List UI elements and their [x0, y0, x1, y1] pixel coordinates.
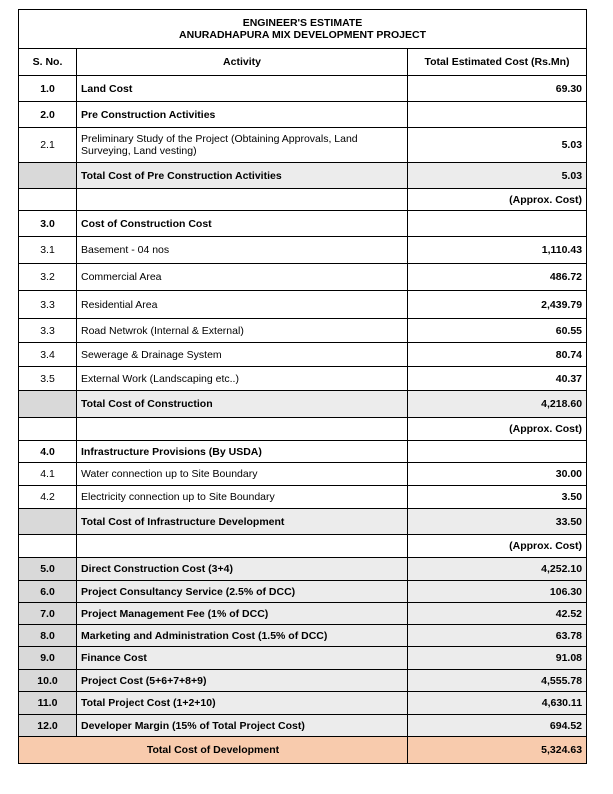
header-sno: S. No.: [19, 49, 77, 76]
row-sno: 3.0: [19, 211, 77, 237]
row-cost: 694.52: [408, 715, 587, 737]
table-row: [19, 264, 587, 291]
header-activity: Activity: [77, 49, 408, 76]
table-row: [19, 625, 587, 647]
table-row: [19, 509, 587, 535]
table-title: [19, 10, 587, 49]
row-cost: 91.08: [408, 647, 587, 670]
row-cost: 30.00: [408, 463, 587, 486]
table-row: [19, 603, 587, 625]
row-sno: [19, 163, 77, 189]
table-row: [19, 715, 587, 737]
row-sno: 2.1: [19, 128, 77, 163]
row-sno: 10.0: [19, 670, 77, 692]
row-activity: Cost of Construction Cost: [77, 211, 408, 237]
row-cost: [408, 102, 587, 128]
row-cost: (Approx. Cost): [408, 535, 587, 558]
row-activity: Land Cost: [77, 76, 408, 102]
row-sno: [19, 535, 77, 558]
row-activity: Finance Cost: [77, 647, 408, 670]
row-cost: 4,218.60: [408, 391, 587, 418]
row-cost: 69.30: [408, 76, 587, 102]
row-cost: (Approx. Cost): [408, 418, 587, 441]
table-row: [19, 237, 587, 264]
row-activity: Road Netwrok (Internal & External): [77, 319, 408, 343]
total-development-label: Total Cost of Development: [19, 737, 408, 764]
row-sno: 6.0: [19, 581, 77, 603]
header-row: [19, 49, 587, 76]
row-activity: Total Cost of Pre Construction Activities: [77, 163, 408, 189]
row-activity: [77, 189, 408, 211]
row-cost: 4,252.10: [408, 558, 587, 581]
row-sno: 12.0: [19, 715, 77, 737]
table-row: [19, 319, 587, 343]
row-activity: Residential Area: [77, 291, 408, 319]
row-activity: Basement - 04 nos: [77, 237, 408, 264]
row-activity: Commercial Area: [77, 264, 408, 291]
table-row: [19, 441, 587, 463]
row-activity: Water connection up to Site Boundary: [77, 463, 408, 486]
table-row: [19, 581, 587, 603]
table-row: [19, 463, 587, 486]
row-sno: [19, 391, 77, 418]
table-row: [19, 486, 587, 509]
row-cost: 3.50: [408, 486, 587, 509]
row-activity: Project Cost (5+6+7+8+9): [77, 670, 408, 692]
row-activity: Developer Margin (15% of Total Project Cost): [77, 715, 408, 737]
table-row: [19, 102, 587, 128]
row-activity: Total Project Cost (1+2+10): [77, 692, 408, 715]
total-development-value: 5,324.63: [408, 737, 587, 764]
row-sno: [19, 418, 77, 441]
table-row: [19, 647, 587, 670]
row-cost: (Approx. Cost): [408, 189, 587, 211]
table-row: [19, 418, 587, 441]
row-activity: External Work (Landscaping etc..): [77, 367, 408, 391]
row-activity: [77, 418, 408, 441]
header-cost: Total Estimated Cost (Rs.Mn): [408, 49, 587, 76]
row-cost: 33.50: [408, 509, 587, 535]
row-cost: 2,439.79: [408, 291, 587, 319]
row-activity: Marketing and Administration Cost (1.5% of DCC): [77, 625, 408, 647]
table-row: [19, 343, 587, 367]
row-sno: 3.2: [19, 264, 77, 291]
row-activity: Infrastructure Provisions (By USDA): [77, 441, 408, 463]
row-sno: 9.0: [19, 647, 77, 670]
row-cost: [408, 441, 587, 463]
row-sno: [19, 509, 77, 535]
row-sno: 1.0: [19, 76, 77, 102]
row-activity: Project Management Fee (1% of DCC): [77, 603, 408, 625]
table-row: [19, 128, 587, 163]
table-row: [19, 291, 587, 319]
row-sno: 3.4: [19, 343, 77, 367]
row-activity: Sewerage & Drainage System: [77, 343, 408, 367]
title-line-1: ENGINEER'S ESTIMATE: [242, 17, 363, 29]
title-row: [19, 10, 587, 49]
row-activity: Project Consultancy Service (2.5% of DCC): [77, 581, 408, 603]
row-activity: Total Cost of Infrastructure Development: [77, 509, 408, 535]
row-cost: 60.55: [408, 319, 587, 343]
row-activity: Direct Construction Cost (3+4): [77, 558, 408, 581]
row-cost: 4,555.78: [408, 670, 587, 692]
row-cost: 106.30: [408, 581, 587, 603]
row-cost: 40.37: [408, 367, 587, 391]
total-development-row: [19, 737, 587, 764]
row-sno: 3.1: [19, 237, 77, 264]
row-sno: 3.3: [19, 319, 77, 343]
row-activity: Pre Construction Activities: [77, 102, 408, 128]
estimate-table: [18, 9, 587, 764]
row-cost: 5.03: [408, 163, 587, 189]
table-row: [19, 367, 587, 391]
row-sno: 2.0: [19, 102, 77, 128]
row-cost: 63.78: [408, 625, 587, 647]
table-row: [19, 76, 587, 102]
row-activity: [77, 535, 408, 558]
table-row: [19, 189, 587, 211]
table-row: [19, 558, 587, 581]
row-sno: 4.2: [19, 486, 77, 509]
row-cost: [408, 211, 587, 237]
title-line-2: ANURADHAPURA MIX DEVELOPMENT PROJECT: [179, 29, 426, 41]
table-row: [19, 211, 587, 237]
row-sno: 7.0: [19, 603, 77, 625]
row-sno: 3.5: [19, 367, 77, 391]
table-row: [19, 535, 587, 558]
row-activity: Total Cost of Construction: [77, 391, 408, 418]
row-sno: 4.1: [19, 463, 77, 486]
row-activity: Preliminary Study of the Project (Obtaining Approvals, Land Surveying, Land vesting): [77, 128, 408, 163]
row-activity: Electricity connection up to Site Boundary: [77, 486, 408, 509]
table-row: [19, 163, 587, 189]
table-row: [19, 670, 587, 692]
table-row: [19, 692, 587, 715]
table-row: [19, 391, 587, 418]
row-cost: 80.74: [408, 343, 587, 367]
row-cost: 4,630.11: [408, 692, 587, 715]
row-sno: 3.3: [19, 291, 77, 319]
row-sno: 8.0: [19, 625, 77, 647]
row-cost: 1,110.43: [408, 237, 587, 264]
row-cost: 5.03: [408, 128, 587, 163]
row-sno: 11.0: [19, 692, 77, 715]
row-sno: [19, 189, 77, 211]
row-cost: 42.52: [408, 603, 587, 625]
row-cost: 486.72: [408, 264, 587, 291]
row-sno: 4.0: [19, 441, 77, 463]
row-sno: 5.0: [19, 558, 77, 581]
